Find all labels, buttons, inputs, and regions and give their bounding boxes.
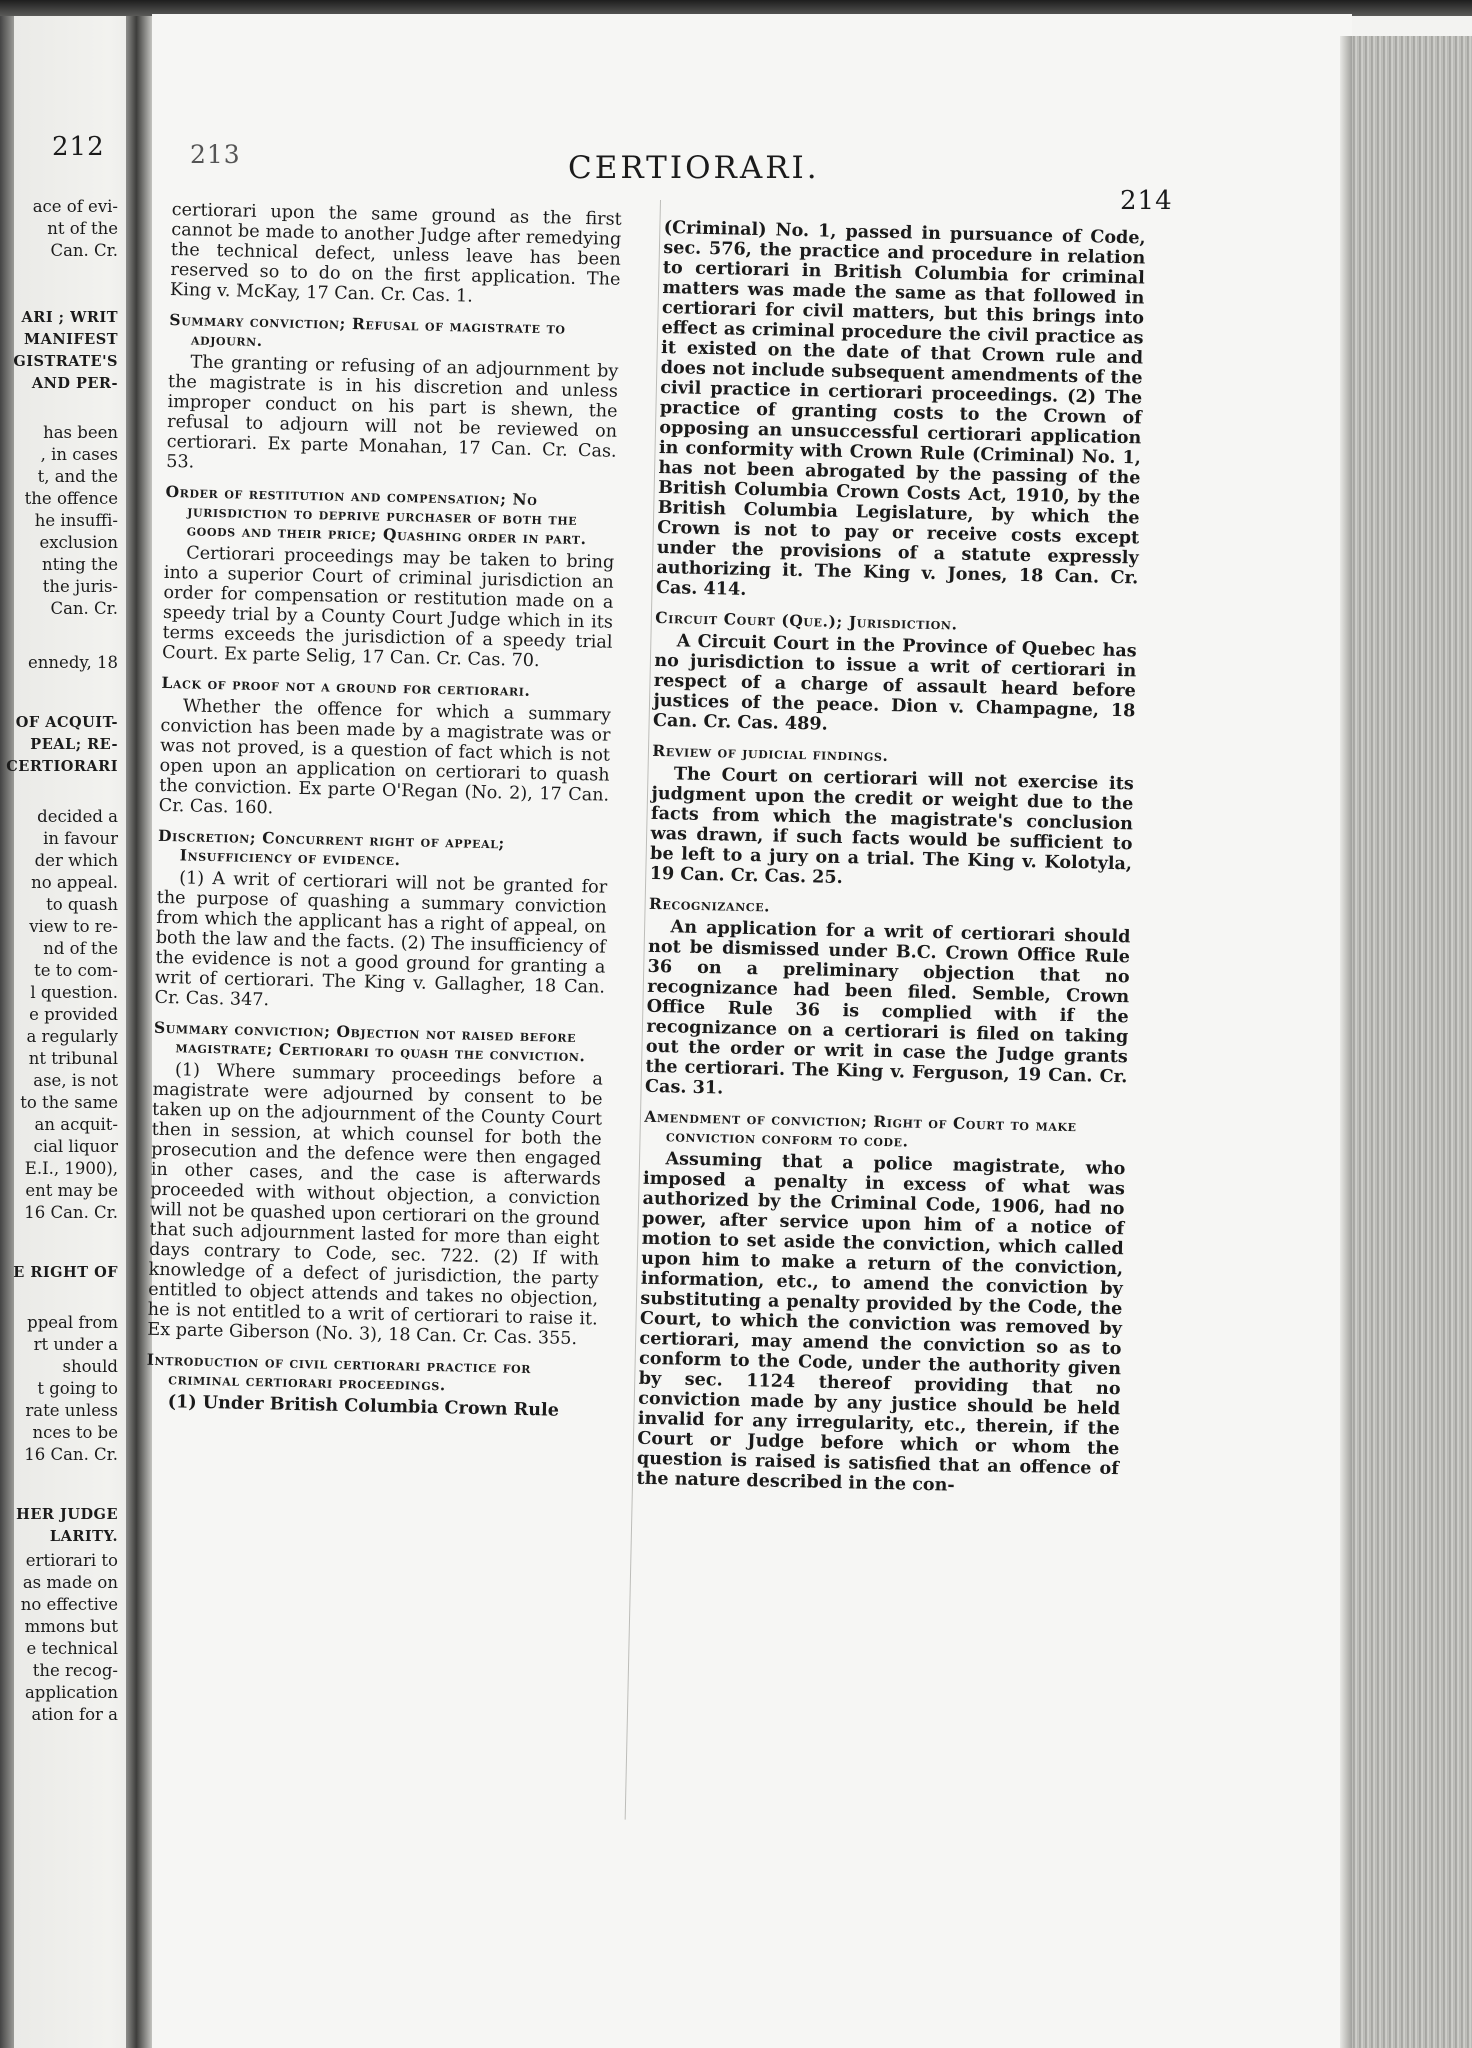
left-page-line: e provided (29, 1005, 118, 1024)
left-page-line: te to com- (34, 961, 118, 980)
left-page-line: has been (43, 423, 118, 442)
left-page-line: ppeal from (27, 1313, 118, 1332)
left-column (145, 200, 621, 1428)
left-page-line: as made on (22, 1573, 118, 1592)
paragraph: (Criminal) No. 1, passed in pursuance of Code, sec. 576, the practice and procedure in relation to certiorari in British Columbia for criminal matters was made the same as that followed in certiorari for civil matters, but this brings into effect as criminal procedure the civil practice as it existed on the date of that Crown rule and does not include subsequent amendments of the civil practice in certiorari proceedings. (2) The practice of granting costs to the Crown of opposing an unsuccessful certiorari application in conformity with Crown Rule (Criminal) No. 1, has not been abrogated by the passing of the British Columbia Crown Costs Act, 1910, by the British Columbia Legislature, by which the Crown is not to pay or receive costs except under the provisions of a statute expressly authorizing it. The King v. Jones, 18 Can. Cr. Cas. 414. (655, 217, 1146, 600)
left-page-line: should (62, 1357, 118, 1376)
left-page-line: OF ACQUIT- (15, 714, 118, 731)
left-page-line: t, and the (37, 467, 118, 486)
left-page-line: nting the (42, 555, 118, 574)
faded-page-number: 213 (190, 140, 241, 169)
left-page-line: the offence (24, 489, 118, 508)
left-page-line: ace of evi- (32, 197, 118, 216)
right-column (636, 218, 1146, 1505)
book-gutter (126, 0, 152, 2048)
left-page-line: cial liquor (33, 1137, 118, 1156)
left-page-line: E.I., 1900), (24, 1159, 118, 1178)
left-page-line: 16 Can. Cr. (24, 1445, 118, 1464)
left-page-line: nt of the (47, 219, 118, 238)
left-page-line: ent may be (25, 1181, 118, 1200)
left-page-line: l question. (30, 983, 118, 1002)
left-page-line: AND PER- (31, 375, 118, 392)
section-heading: Amendment of conviction; Right of Court to make conviction conform to code. (644, 1106, 1077, 1151)
left-page-line: der which (34, 851, 118, 870)
paragraph: (1) A writ of certiorari will not be granted for the purpose of quashing a summary conviction from which the applicant has a right of appeal, on both the law and the facts. (2) The insufficiency of the evidence is not a good ground for granting a writ of certiorari. The King v. Gallagher, 18 Can. Cr. Cas. 347. (154, 868, 608, 1011)
paragraph: (1) Under British Columbia Crown Rule (167, 1391, 560, 1421)
paragraph: The Court on certiorari will not exercise its judgment upon the credit or weight due to the facts from which the magistrate's conclusion was drawn, if such facts would be sufficient to be left to a jury on a trial. The King v. Kolotyla, 19 Can. Cr. Cas. 25. (649, 763, 1134, 889)
left-page-line: 16 Can. Cr. (24, 1203, 118, 1222)
left-page-line: to the same (20, 1093, 118, 1112)
left-page-line: an acquit- (34, 1115, 118, 1134)
paragraph: Whether the offence for which a summary conviction has been made by a magistrate was or was not proved, is a question of fact which is not open upon an application on certiorari to quash the conviction. Ex parte O'Regan (No. 2), 17 Can. Cr. Cas. 160. (158, 696, 612, 819)
left-page-line: MANIFEST (24, 331, 118, 348)
left-page-line: application (24, 1683, 118, 1702)
section-heading: Order of restitution and compensation; No jurisdiction to deprive purchaser of both the goods and their price; Quashing order in part. (165, 481, 587, 549)
paragraph: An application for a writ of certiorari should not be dismissed under B.C. Crown Office Rule 36 on a preliminary objection that no recognizance had been filed. Semble, Crown Office Rule 36 is complied with if the recognizance on a certiorari is filed on taking out the order or writ in case the Judge grants the certiorari. The King v. Ferguson, 19 Can. Cr. Cas. 31. (644, 916, 1131, 1099)
left-page-line: mmons but (24, 1617, 118, 1636)
left-page-line: PEAL; RE- (30, 736, 118, 753)
page-number: 214 (1120, 186, 1173, 216)
section-heading: Discretion; Concurrent right of appeal; Insufficiency of evidence. (157, 825, 506, 870)
paragraph: Assuming that a police magistrate, who imposed a penalty in excess of what was authorized by the Criminal Code, 1906, had no power, after service upon him of a notice of motion to set aside the conviction, which called upon him to make a return of the conviction, information, etc., to amend the conviction by substituting a penalty provided by the Code, the Court, to which the conviction was removed by certiorari, may amend the conviction so as to conform to the Code, under the authority given by sec. 1124 thereof providing that no conviction made by any justice should be held invalid for any irregularity, etc., therein, if the Court or Judge before which or whom the question is raised is satisfied that an offence of the nature described in the con- (636, 1148, 1126, 1496)
left-page-line: to quash (46, 895, 118, 914)
left-page-line: e technical (26, 1639, 118, 1658)
running-title: CERTIORARI. (568, 150, 820, 186)
page-edges-stack (1352, 36, 1472, 2048)
left-page-line: Can. Cr. (50, 241, 118, 260)
left-page-line: decided a (37, 807, 118, 826)
left-page-line: nd of the (43, 939, 118, 958)
left-page-line: , in cases (40, 445, 118, 464)
left-page-line: ARI ; WRIT (21, 309, 118, 326)
left-page-line: no appeal. (31, 873, 118, 892)
left-page-line: E RIGHT OF (13, 1264, 118, 1281)
left-page-line: the recog- (32, 1661, 118, 1680)
left-page-fragment (0, 0, 126, 2048)
paragraph: A Circuit Court in the Province of Quebec has no jurisdiction to issue a writ of certiorari in respect of a charge of assault heard before justices of the peace. Dion v. Champagne, 18 Can. Cr. Cas. 489. (652, 630, 1137, 735)
section-heading: Introduction of civil certiorari practice for criminal certiorari proceedings. (146, 1349, 532, 1395)
left-page-line: ase, is not (33, 1071, 118, 1090)
left-page-line: in favour (43, 829, 118, 848)
left-page-number: 212 (52, 132, 105, 162)
left-page-line: view to re- (29, 917, 118, 936)
section-heading: Review of judicial findings. (652, 740, 889, 766)
left-page-line: CERTIORARI (6, 758, 118, 775)
left-page-line: GISTRATE'S (13, 353, 118, 370)
paragraph: The granting or refusing of an adjournment by the magistrate is in his discretion and unless improper conduct on his part is shewn, the refusal to adjourn will not be reviewed on certiorari. Ex parte Monahan, 17 Can. Cr. Cas. 53. (166, 352, 619, 473)
left-page-line: ertiorari to (25, 1551, 118, 1570)
left-page-line: he insuffi- (34, 511, 118, 530)
left-page-line: rt under a (33, 1335, 118, 1354)
left-page-line: t going to (37, 1379, 118, 1398)
section-heading: Summary conviction; Objection not raised before magistrate; Certiorari to quash the conviction. (153, 1017, 586, 1066)
left-page-line: HER JUDGE (16, 1506, 118, 1523)
left-page-line: the juris- (42, 577, 118, 596)
left-page-line: ation for a (31, 1705, 118, 1724)
section-heading: Recognizance. (648, 893, 771, 916)
left-page-line: no effective (20, 1595, 118, 1614)
left-page-line: Can. Cr. (50, 599, 118, 618)
left-page-line: LARITY. (49, 1528, 118, 1545)
left-page-line: ennedy, 18 (28, 653, 118, 672)
section-heading: Lack of proof not a ground for certiorari. (161, 672, 531, 700)
paragraph: Certiorari proceedings may be taken to bring into a superior Court of criminal jurisdiction an order for compensation or restitution made on a speedy trial by a County Court Judge which in its terms exceeds the jurisdiction of a speedy trial Court. Ex parte Selig, 17 Can. Cr. Cas. 70. (161, 543, 615, 672)
section-heading: Circuit Court (Que.); Jurisdiction. (655, 607, 958, 634)
left-page-line: a regularly (26, 1027, 118, 1046)
left-page-line: nces to be (32, 1423, 118, 1442)
section-heading: Summary conviction; Refusal of magistrate to adjourn. (169, 309, 566, 351)
left-page-line: nt tribunal (28, 1049, 118, 1068)
paragraph: certiorari upon the same ground as the first cannot be made to another Judge after remedying the technical defect, unless leave has been reserved so to do on the first application. The King v. McKay, 17 Can. Cr. Cas. 1. (169, 200, 622, 307)
paragraph: (1) Where summary proceedings before a magistrate were adjourned by consent to be taken up on the adjournment of the County Court then in session, at which counsel for both the prosecution and the defence were then engaged in other cases, and the case is afterwards proceeded with without objection, a conviction will not be quashed upon certiorari on the ground that such adjournment lasted for more than eight days contrary to Code, sec. 722. (2) If with knowledge of a defect of jurisdiction, the party entitled to object attends and takes no objection, he is not entitled to a writ of certiorari to raise it. Ex parte Giberson (No. 3), 18 Can. Cr. Cas. 355. (147, 1060, 604, 1350)
left-page-line: rate unless (25, 1401, 118, 1420)
left-page-line: exclusion (39, 533, 118, 552)
